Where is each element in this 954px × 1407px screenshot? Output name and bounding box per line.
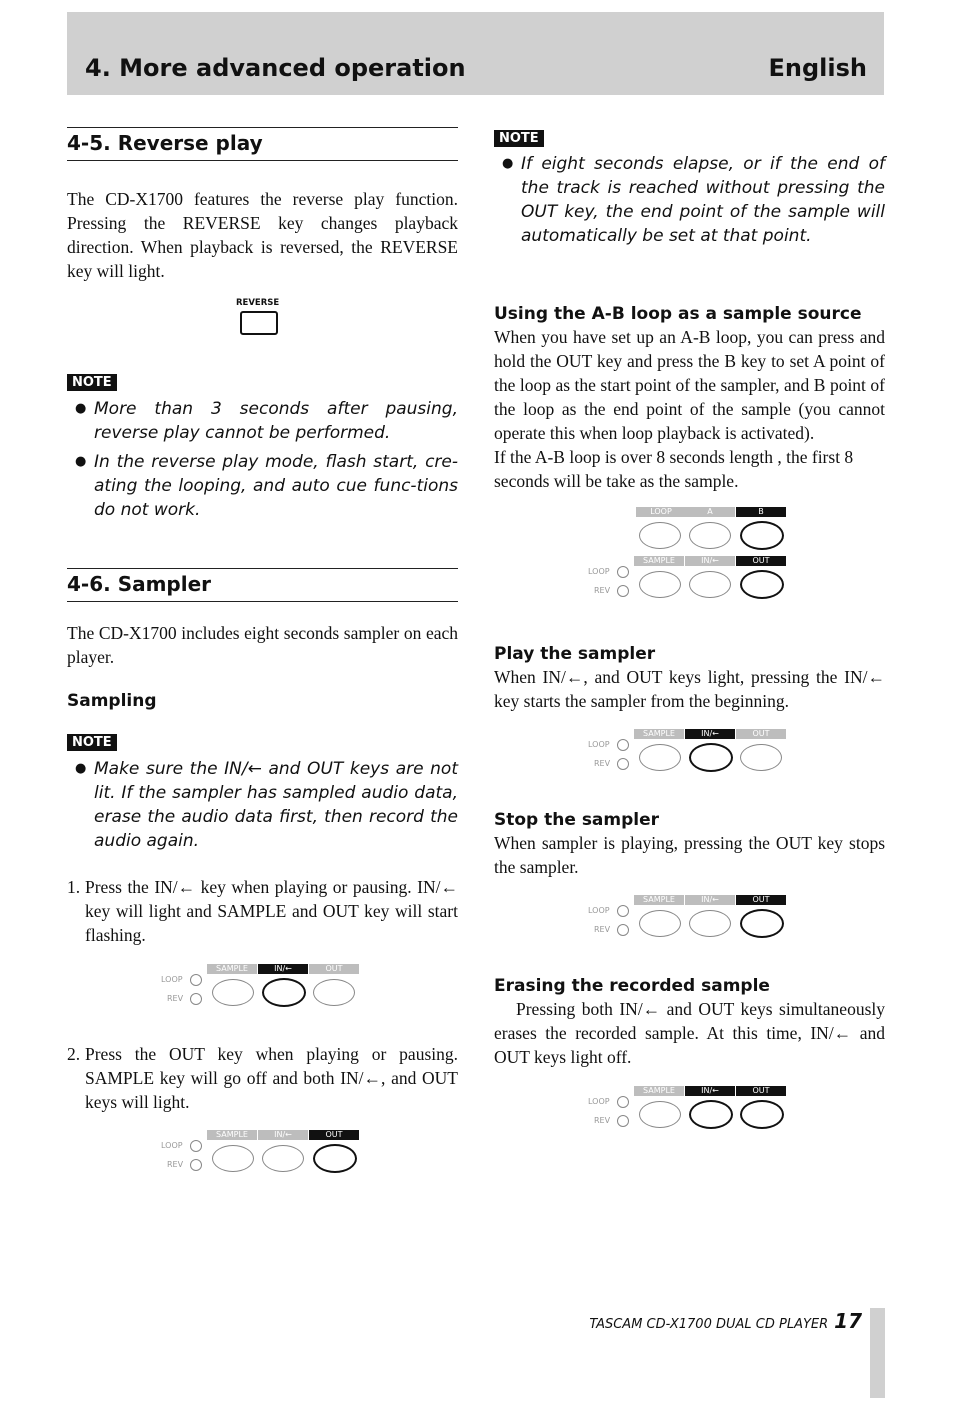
stop-sampler-heading: Stop the sampler [494, 810, 660, 830]
loop-indicator-label: LOOP [161, 975, 183, 984]
sample-key [639, 1101, 681, 1128]
out-key [740, 744, 782, 771]
loop-indicator [617, 739, 629, 751]
reverse-key-diagram [67, 283, 458, 353]
reverse-key-button [240, 311, 278, 335]
b-key-label: B [736, 507, 786, 517]
page-header [67, 12, 884, 95]
play-sampler-heading: Play the sampler [494, 644, 656, 664]
rev-indicator-label: REV [167, 994, 184, 1003]
out-key-label: OUT [736, 729, 786, 739]
sample-key-label: SAMPLE [634, 556, 684, 566]
erase-sample-panel [584, 1086, 784, 1134]
rev-indicator-label: REV [594, 586, 611, 595]
out-key [740, 909, 784, 938]
note-tag: NOTE [67, 734, 117, 751]
sample-key-label: SAMPLE [634, 1086, 684, 1096]
sampling-note-block [67, 733, 458, 853]
sample-key [212, 979, 254, 1006]
sampler-panel-step2 [157, 1130, 357, 1178]
out-key [740, 570, 784, 599]
loop-indicator-label: LOOP [588, 1097, 610, 1106]
stop-sampler-body: When sampler is playing, pressing the OUT key stops the sampler. [494, 833, 885, 877]
loop-indicator [617, 566, 629, 578]
sampling-note: ● Make sure the IN/← and OUT keys are not lit. If the sampler has sampled audio data, erase the audio data first, then record the audio again. [67, 757, 458, 853]
sample-key [639, 744, 681, 771]
rev-indicator [617, 758, 629, 770]
step-2 [67, 1042, 458, 1114]
in-key-label: IN/← [685, 1086, 735, 1096]
page-footer [589, 1309, 862, 1333]
in-key-label: IN/← [258, 964, 308, 974]
out-key-label: OUT [309, 964, 359, 974]
sample-key [212, 1145, 254, 1172]
a-key-label: A [685, 507, 735, 517]
erase-sample-body: Pressing both IN/← and OUT keys simultaneously erases the recorded sample. At this time, IN/← and OUT keys light off. [494, 999, 885, 1067]
reverse-key-label: REVERSE [236, 298, 280, 308]
sampler-heading: 4-6. Sampler [67, 568, 458, 602]
rev-indicator [617, 1115, 629, 1127]
page-number: 17 [834, 1309, 862, 1333]
reverse-note-1: ● More than 3 seconds after pausing, reverse play cannot be performed. [67, 397, 458, 445]
stop-sampler-panel [584, 895, 784, 943]
reverse-play-body: The CD-X1700 features the reverse play function. Pressing the REVERSE key changes playback direction. When playback is reversed, the REVERSE key will light. [67, 189, 458, 281]
in-key [689, 571, 731, 598]
out-key-label: OUT [736, 1086, 786, 1096]
loop-key [639, 522, 681, 549]
step-1 [67, 875, 458, 947]
out-key [313, 1144, 357, 1173]
loop-indicator-label: LOOP [588, 567, 610, 576]
loop-indicator [190, 974, 202, 986]
in-key-label: IN/← [685, 729, 735, 739]
loop-indicator [617, 905, 629, 917]
in-key [262, 978, 306, 1007]
sample-key-label: SAMPLE [634, 729, 684, 739]
ab-loop-body-2: If the A-B loop is over 8 seconds length , the first 8 seconds will be take as the sample. [494, 447, 854, 491]
reverse-note-block [67, 373, 458, 522]
loop-indicator [617, 1096, 629, 1108]
right-column [494, 127, 885, 1134]
a-key [689, 522, 731, 549]
erase-sample-heading: Erasing the recorded sample [494, 976, 770, 996]
sample-key-label: SAMPLE [207, 1130, 257, 1140]
sample-key-label: SAMPLE [207, 964, 257, 974]
language-label: English [768, 54, 867, 82]
sample-end-note-block [494, 129, 885, 248]
step-number: 2. [67, 1044, 81, 1064]
ab-loop-heading: Using the A-B loop as a sample source [494, 304, 862, 324]
loop-indicator [190, 1140, 202, 1152]
in-key [689, 743, 733, 772]
rev-indicator-label: REV [594, 925, 611, 934]
ab-loop-panel [584, 507, 784, 602]
sample-key [639, 571, 681, 598]
play-sampler-body: When IN/←, and OUT keys light, pressing the IN/← key starts the sampler from the beginning. [494, 667, 885, 711]
in-key [689, 910, 731, 937]
play-sampler-panel [584, 729, 784, 777]
sampling-heading: Sampling [67, 691, 157, 711]
step-text: Press the OUT key when playing or pausing. SAMPLE key will go off and both IN/←, and OUT keys will light. [85, 1044, 458, 1112]
out-key [313, 979, 355, 1006]
rev-indicator [617, 924, 629, 936]
in-key-label: IN/← [258, 1130, 308, 1140]
out-key-label: OUT [736, 895, 786, 905]
ab-loop-body: When you have set up an A-B loop, you can press and hold the OUT key and press the B key to set A point of the loop as the start point of the sampler, and B point of the loop as the end point of the sample (you cannot operate this when loop playback is activated). [494, 327, 885, 443]
in-key [689, 1100, 733, 1129]
product-name: TASCAM CD-X1700 DUAL CD PLAYER [589, 1317, 829, 1332]
left-column [67, 127, 458, 1178]
rev-indicator-label: REV [594, 759, 611, 768]
sampler-panel-step1 [157, 964, 357, 1012]
note-tag: NOTE [494, 130, 544, 147]
step-number: 1. [67, 877, 81, 897]
rev-indicator-label: REV [167, 1160, 184, 1169]
b-key [740, 521, 784, 550]
in-key-label: IN/← [685, 895, 735, 905]
rev-indicator [190, 1159, 202, 1171]
in-key [262, 1145, 304, 1172]
step-text: Press the IN/← key when playing or pausing. IN/← key will light and SAMPLE and OUT key will start flashing. [85, 877, 458, 945]
note-tag: NOTE [67, 374, 117, 391]
rev-indicator-label: REV [594, 1116, 611, 1125]
sample-key-label: SAMPLE [634, 895, 684, 905]
rev-indicator [190, 993, 202, 1005]
out-key-label: OUT [309, 1130, 359, 1140]
loop-indicator-label: LOOP [588, 740, 610, 749]
loop-indicator-label: LOOP [161, 1141, 183, 1150]
loop-indicator-label: LOOP [588, 906, 610, 915]
reverse-play-heading: 4-5. Reverse play [67, 127, 458, 161]
reverse-note-2: ● In the reverse play mode, flash start, cre-ating the looping, and auto cue func-tions do not work. [67, 450, 458, 522]
out-key-label: OUT [736, 556, 786, 566]
sampler-body: The CD-X1700 includes eight seconds sampler on each player. [67, 623, 458, 667]
chapter-title: 4. More advanced operation [85, 54, 466, 82]
page-edge-tab [870, 1308, 885, 1398]
in-key-label: IN/← [685, 556, 735, 566]
sample-end-note: ● If eight seconds elapse, or if the end of the track is reached without pressing the OUT key, the end point of the sample will automatically be set at that point. [494, 152, 885, 248]
sample-key [639, 910, 681, 937]
out-key [740, 1100, 784, 1129]
loop-key-label: LOOP [636, 507, 686, 517]
rev-indicator [617, 585, 629, 597]
